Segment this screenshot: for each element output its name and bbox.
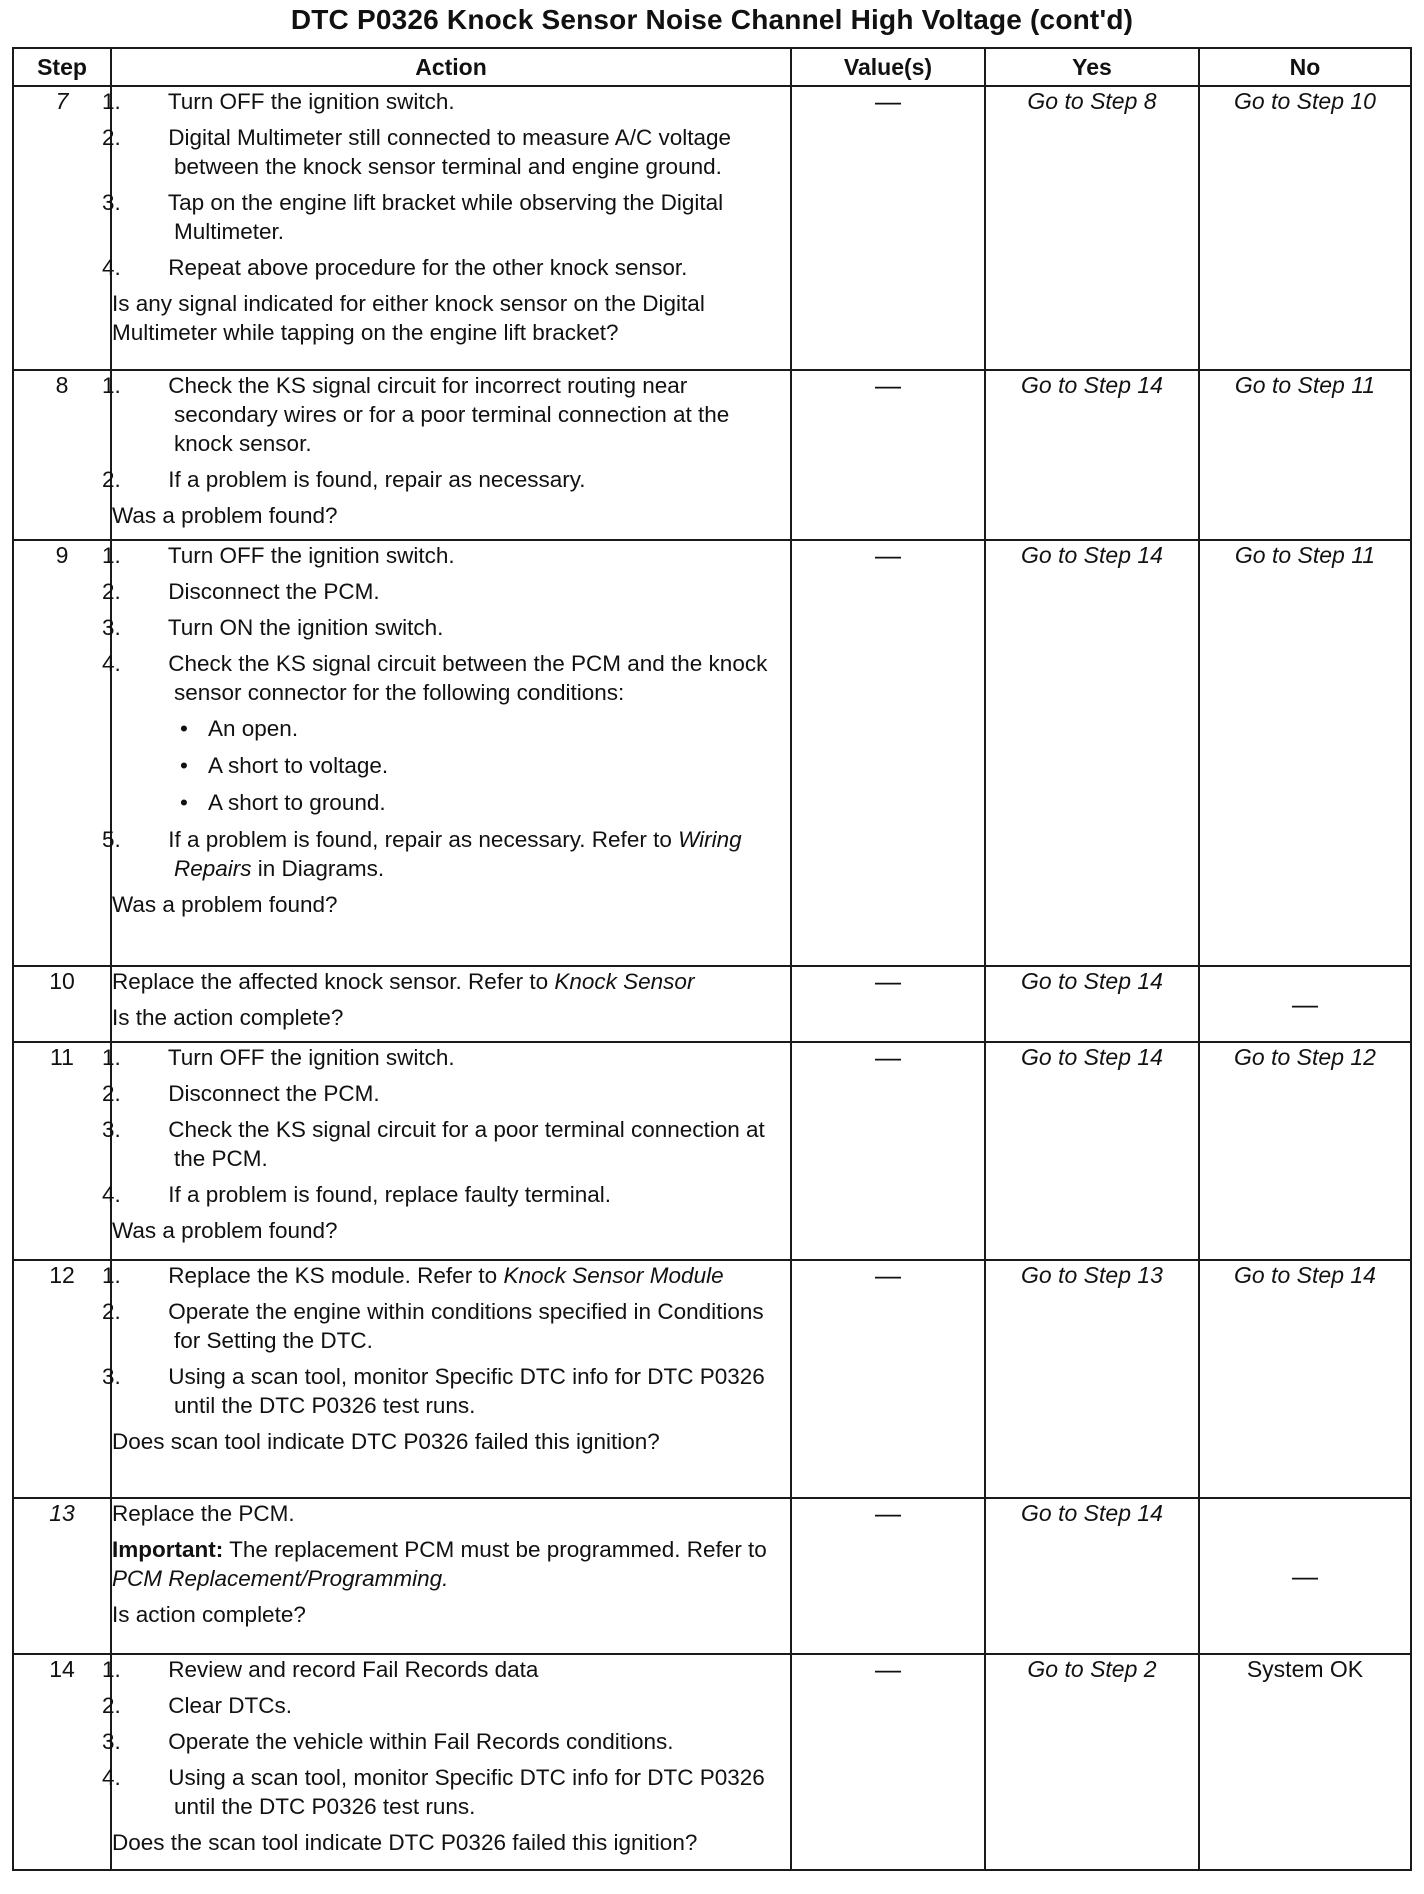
header-step: Step (13, 48, 111, 86)
value-cell: — (791, 370, 985, 540)
yes-cell: Go to Step 14 (985, 1498, 1199, 1654)
action-cell (111, 966, 791, 1042)
instruction: 4. Repeat above procedure for the other knock sensor. (102, 255, 688, 280)
instruction: 2. Disconnect the PCM. (102, 1081, 380, 1106)
instruction: 2. Disconnect the PCM. (102, 579, 380, 604)
value-cell: — (791, 1260, 985, 1498)
action-cell (102, 1042, 791, 1260)
bullet-item: • A short to voltage. (180, 753, 389, 778)
instruction: 2. Clear DTCs. (102, 1693, 293, 1718)
table-row (13, 370, 1411, 540)
step-question: Is any signal indicated for either knock sensor on the Digital Multimeter while tapping on the engine lift bracket? (112, 291, 705, 345)
value-cell: — (791, 540, 985, 966)
yes-cell: Go to Step 14 (985, 370, 1199, 540)
header-yes: Yes (985, 48, 1199, 86)
instruction: 3. Check the KS signal circuit for a poor terminal connection at the PCM. (102, 1117, 765, 1171)
action-text: Replace the affected knock sensor. Refer to Knock Sensor (112, 969, 695, 994)
step-number: 14 (13, 1654, 111, 1870)
step-question: Does scan tool indicate DTC P0326 failed this ignition? (112, 1429, 660, 1454)
value-cell: — (791, 1498, 985, 1654)
action-cell (102, 1654, 791, 1870)
instruction: 1. Check the KS signal circuit for incorrect routing near secondary wires or for a poor terminal connection at the knock sensor. (102, 373, 730, 456)
no-cell: System OK (1199, 1654, 1411, 1870)
step-number: 9 (13, 540, 111, 966)
table-row (13, 1260, 1411, 1498)
step-number: 8 (13, 370, 111, 540)
reference-link: Knock Sensor Module (503, 1263, 724, 1288)
yes-cell: Go to Step 13 (985, 1260, 1199, 1498)
value-cell: — (791, 1042, 985, 1260)
table-row (13, 1498, 1411, 1654)
no-cell: — (1199, 1498, 1411, 1654)
no-cell: Go to Step 11 (1199, 540, 1411, 966)
yes-cell: Go to Step 14 (985, 966, 1199, 1042)
step-number: 13 (13, 1498, 111, 1654)
diagnostic-procedure-table (12, 47, 1412, 1871)
no-cell: Go to Step 10 (1199, 86, 1411, 370)
action-cell (102, 370, 791, 540)
action-cell (102, 540, 791, 966)
header-values: Value(s) (791, 48, 985, 86)
instruction: 3. Operate the vehicle within Fail Records conditions. (102, 1729, 674, 1754)
no-cell: Go to Step 11 (1199, 370, 1411, 540)
instruction: 1. Turn OFF the ignition switch. (102, 1045, 455, 1070)
instruction: 1. Review and record Fail Records data (102, 1657, 539, 1682)
yes-cell: Go to Step 14 (985, 1042, 1199, 1260)
value-cell: — (791, 1654, 985, 1870)
important-note: Important: The replacement PCM must be programmed. Refer to PCM Replacement/Programming. (112, 1537, 767, 1591)
table-row (13, 966, 1411, 1042)
step-number: 10 (13, 966, 111, 1042)
no-cell: Go to Step 14 (1199, 1260, 1411, 1498)
instruction: 1. Turn OFF the ignition switch. (102, 543, 455, 568)
instruction: 4. Using a scan tool, monitor Specific DTC info for DTC P0326 until the DTC P0326 test runs. (102, 1765, 765, 1819)
yes-cell: Go to Step 14 (985, 540, 1199, 966)
instruction: 3. Tap on the engine lift bracket while observing the Digital Multimeter. (102, 190, 724, 244)
action-cell (102, 86, 791, 370)
reference-link: Knock Sensor (554, 969, 695, 994)
instruction: 2. Digital Multimeter still connected to measure A/C voltage between the knock sensor terminal and engine ground. (102, 125, 732, 179)
action-cell (102, 1260, 791, 1498)
action-text: Replace the PCM. (112, 1501, 295, 1526)
reference-link: Wiring Repairs (174, 827, 742, 881)
header-no: No (1199, 48, 1411, 86)
reference-link: PCM Replacement/Programming. (112, 1566, 449, 1591)
table-header-row (13, 48, 1411, 86)
step-question: Was a problem found? (112, 1218, 338, 1243)
value-cell: — (791, 966, 985, 1042)
instruction: 2. Operate the engine within conditions specified in Conditions for Setting the DTC. (102, 1299, 764, 1353)
step-question: Was a problem found? (112, 892, 338, 917)
table-row (13, 1042, 1411, 1260)
instruction: 3. Using a scan tool, monitor Specific DTC info for DTC P0326 until the DTC P0326 test runs. (102, 1364, 765, 1418)
instruction: 1. Turn OFF the ignition switch. (102, 89, 455, 114)
bullet-item: • A short to ground. (180, 790, 386, 815)
table-row (13, 540, 1411, 966)
instruction: 2. If a problem is found, repair as necessary. (102, 467, 586, 492)
no-cell: Go to Step 12 (1199, 1042, 1411, 1260)
yes-cell: Go to Step 8 (985, 86, 1199, 370)
action-cell (111, 1498, 791, 1654)
step-question: Is the action complete? (112, 1005, 344, 1030)
header-action: Action (111, 48, 791, 86)
instruction: 4. Check the KS signal circuit between the PCM and the knock sensor connector for the following conditions: (102, 651, 768, 705)
step-number: 12 (13, 1260, 111, 1498)
step-number: 7 (13, 86, 111, 370)
instruction: 4. If a problem is found, replace faulty terminal. (102, 1182, 611, 1207)
value-cell: — (791, 86, 985, 370)
table-row (13, 1654, 1411, 1870)
instruction: 3. Turn ON the ignition switch. (102, 615, 444, 640)
no-cell: — (1199, 966, 1411, 1042)
step-question: Is action complete? (112, 1602, 306, 1627)
instruction: 1. Replace the KS module. Refer to Knock Sensor Module (102, 1263, 724, 1288)
step-question: Does the scan tool indicate DTC P0326 failed this ignition? (112, 1830, 698, 1855)
instruction: 5. If a problem is found, repair as necessary. Refer to Wiring Repairs in Diagrams. (102, 827, 742, 881)
document-title: DTC P0326 Knock Sensor Noise Channel High Voltage (cont'd) (290, 4, 1134, 35)
step-question: Was a problem found? (112, 503, 338, 528)
step-number: 11 (13, 1042, 111, 1260)
yes-cell: Go to Step 2 (985, 1654, 1199, 1870)
bullet-item: • An open. (180, 716, 299, 741)
table-row (13, 86, 1411, 370)
